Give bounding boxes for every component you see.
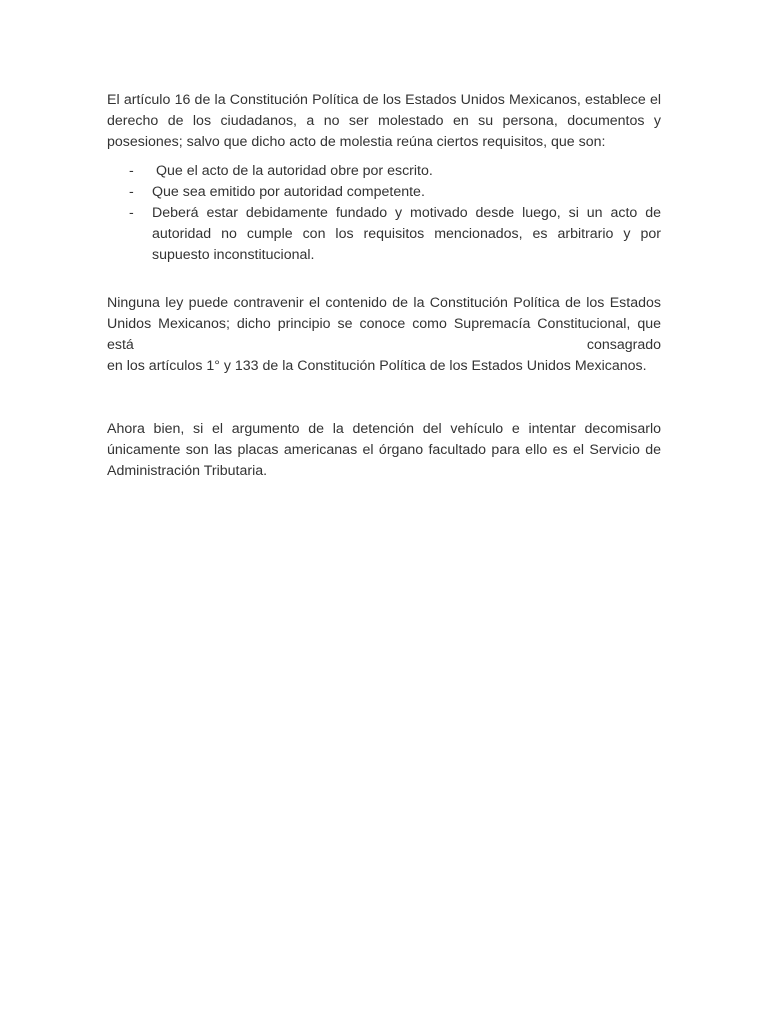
paragraph-tax-administration: Ahora bien, si el argumento de la detención del vehículo e intentar decomisarlo únicamente son las placas americanas el órgano facultado para ello es el Servicio de Administración Tributaria. (107, 421, 661, 479)
bullet-dash: - (129, 163, 134, 179)
list-item-text: Que sea emitido por autoridad competente. (152, 184, 425, 200)
paragraph-article-16: El artículo 16 de la Constitución Política de los Estados Unidos Mexicanos, establece el derecho de los ciudadanos, a no ser molestado en su persona, documentos y posesiones; salvo que dicho acto de molestia reúna ciertos requisitos, que son: (107, 92, 661, 150)
paragraph-part: en los artículos 1° y 133 de la Constitución Política de los Estados Unidos Mexicanos. (107, 358, 647, 374)
list-item (107, 161, 661, 182)
paragraph-part: Ninguna ley puede contravenir el contenido de la Constitución Política de los Estados Unidos Mexicanos; dicho principio se conoce como Supremacía Constitucional, que está consagrado (107, 295, 661, 353)
document-body (107, 90, 661, 482)
bullet-dash: - (129, 205, 134, 221)
bullet-dash: - (129, 184, 134, 200)
list-item-text: Deberá estar debidamente fundado y motivado desde luego, si un acto de autoridad no cumple con los requisitos mencionados, es arbitrario y por supuesto inconstitucional. (152, 205, 661, 263)
list-item (107, 203, 661, 266)
paragraph-constitutional-supremacy (107, 293, 661, 377)
list-item-text: Que el acto de la autoridad obre por escrito. (156, 163, 433, 179)
requirements-list (107, 161, 661, 266)
list-item (107, 182, 661, 203)
